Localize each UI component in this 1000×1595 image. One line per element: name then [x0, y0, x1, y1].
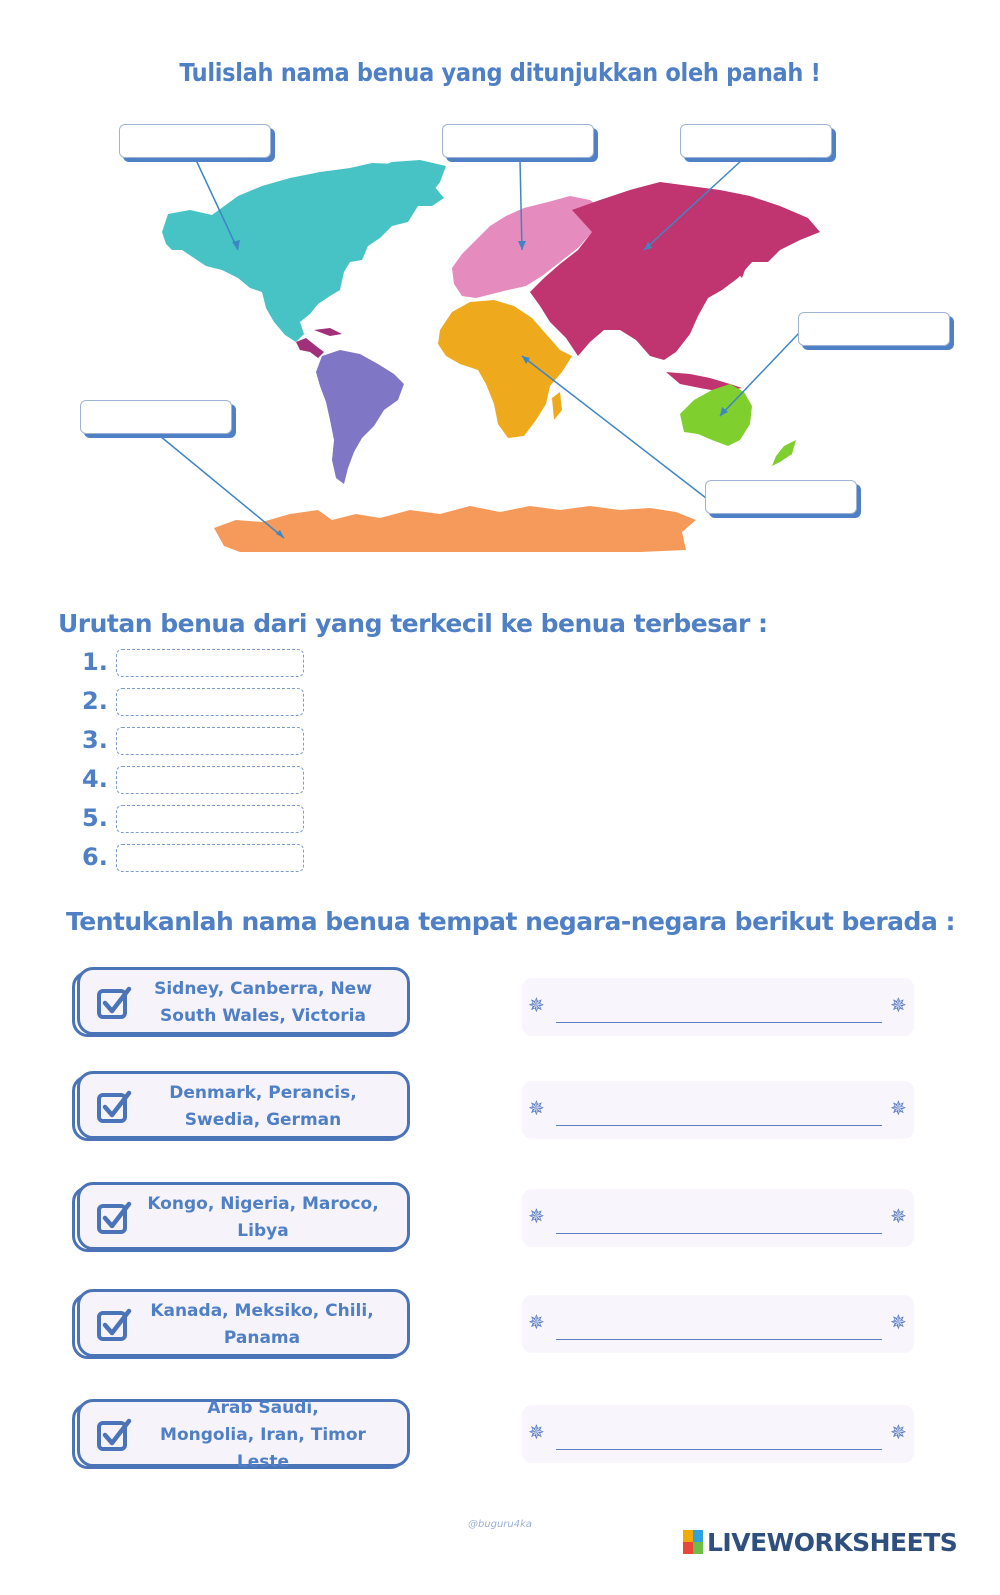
- order-number: 1.: [82, 648, 108, 676]
- order-row-5: [82, 804, 312, 836]
- order-input-1[interactable]: [116, 649, 304, 677]
- star-icon: ✵: [890, 993, 907, 1017]
- south-america-shape: [316, 350, 404, 484]
- star-icon: ✵: [528, 993, 545, 1017]
- checkbox-check-icon: [96, 1307, 132, 1343]
- order-row-2: [82, 687, 312, 719]
- order-row-4: [82, 765, 312, 797]
- checkbox-check-icon: [96, 985, 132, 1021]
- order-number: 2.: [82, 687, 108, 715]
- continent-label-input-asia[interactable]: [680, 124, 832, 158]
- checkbox-check-icon: [96, 1089, 132, 1125]
- answer-field-1[interactable]: [522, 978, 914, 1036]
- order-input-2[interactable]: [116, 688, 304, 716]
- order-heading: Urutan benua dari yang terkecil ke benua terbesar :: [58, 609, 768, 638]
- order-input-4[interactable]: [116, 766, 304, 794]
- liveworksheets-logo-icon: [683, 1530, 703, 1554]
- country-card-5: [72, 1399, 412, 1471]
- order-number: 4.: [82, 765, 108, 793]
- author-watermark: @buguru4ka: [467, 1519, 533, 1530]
- central-america-shape: [296, 338, 324, 358]
- antarctica-shape: [214, 506, 696, 552]
- star-icon: ✵: [890, 1096, 907, 1120]
- card-text: Sidney, Canberra, New South Wales, Victoria: [154, 979, 372, 1026]
- star-icon: ✵: [528, 1310, 545, 1334]
- answer-field-2[interactable]: [522, 1081, 914, 1139]
- new-zealand-shape: [772, 440, 796, 466]
- caribbean-shape: [314, 328, 342, 336]
- checkbox-check-icon: [96, 1200, 132, 1236]
- star-icon: ✵: [890, 1310, 907, 1334]
- star-icon: ✵: [528, 1204, 545, 1228]
- star-icon: ✵: [528, 1420, 545, 1444]
- countries-heading: Tentukanlah nama benua tempat negara-negara berikut berada :: [66, 907, 956, 936]
- answer-line: [556, 1125, 882, 1126]
- country-card-2: [72, 1071, 412, 1143]
- answer-line: [556, 1022, 882, 1023]
- continent-label-input-africa[interactable]: [705, 480, 857, 514]
- page-title: Tulislah nama benua yang ditunjukkan oleh panah !: [179, 58, 821, 87]
- answer-line: [556, 1449, 882, 1450]
- order-row-6: [82, 843, 312, 875]
- card-text: Kongo, Nigeria, Maroco, Libya: [147, 1194, 379, 1241]
- order-input-6[interactable]: [116, 844, 304, 872]
- order-number: 3.: [82, 726, 108, 754]
- card-text: Kanada, Meksiko, Chili, Panama: [150, 1301, 374, 1348]
- card-text: Arab Saudi, Mongolia, Iran, Timor Leste: [160, 1397, 366, 1472]
- continent-label-input-antarctica[interactable]: [80, 400, 232, 434]
- brand-name: LIVEWORKSHEETS: [707, 1527, 958, 1557]
- star-icon: ✵: [890, 1420, 907, 1444]
- checkbox-check-icon: [96, 1417, 132, 1453]
- country-card-1: [72, 967, 412, 1039]
- continent-label-input-europe[interactable]: [442, 124, 594, 158]
- order-number: 5.: [82, 804, 108, 832]
- country-card-4: [72, 1289, 412, 1361]
- country-card-3: [72, 1182, 412, 1254]
- order-number: 6.: [82, 843, 108, 871]
- order-input-3[interactable]: [116, 727, 304, 755]
- liveworksheets-logo[interactable]: [683, 1527, 957, 1557]
- answer-line: [556, 1233, 882, 1234]
- answer-line: [556, 1339, 882, 1340]
- answer-field-4[interactable]: [522, 1295, 914, 1353]
- madagascar-shape: [552, 392, 562, 420]
- continent-label-input-north-america[interactable]: [119, 124, 271, 158]
- answer-field-3[interactable]: [522, 1189, 914, 1247]
- order-input-5[interactable]: [116, 805, 304, 833]
- answer-field-5[interactable]: [522, 1405, 914, 1463]
- card-text: Denmark, Perancis, Swedia, German: [169, 1083, 357, 1130]
- star-icon: ✵: [528, 1096, 545, 1120]
- continent-label-input-australia[interactable]: [798, 312, 950, 346]
- order-row-3: [82, 726, 312, 758]
- star-icon: ✵: [890, 1204, 907, 1228]
- order-row-1: [82, 648, 312, 680]
